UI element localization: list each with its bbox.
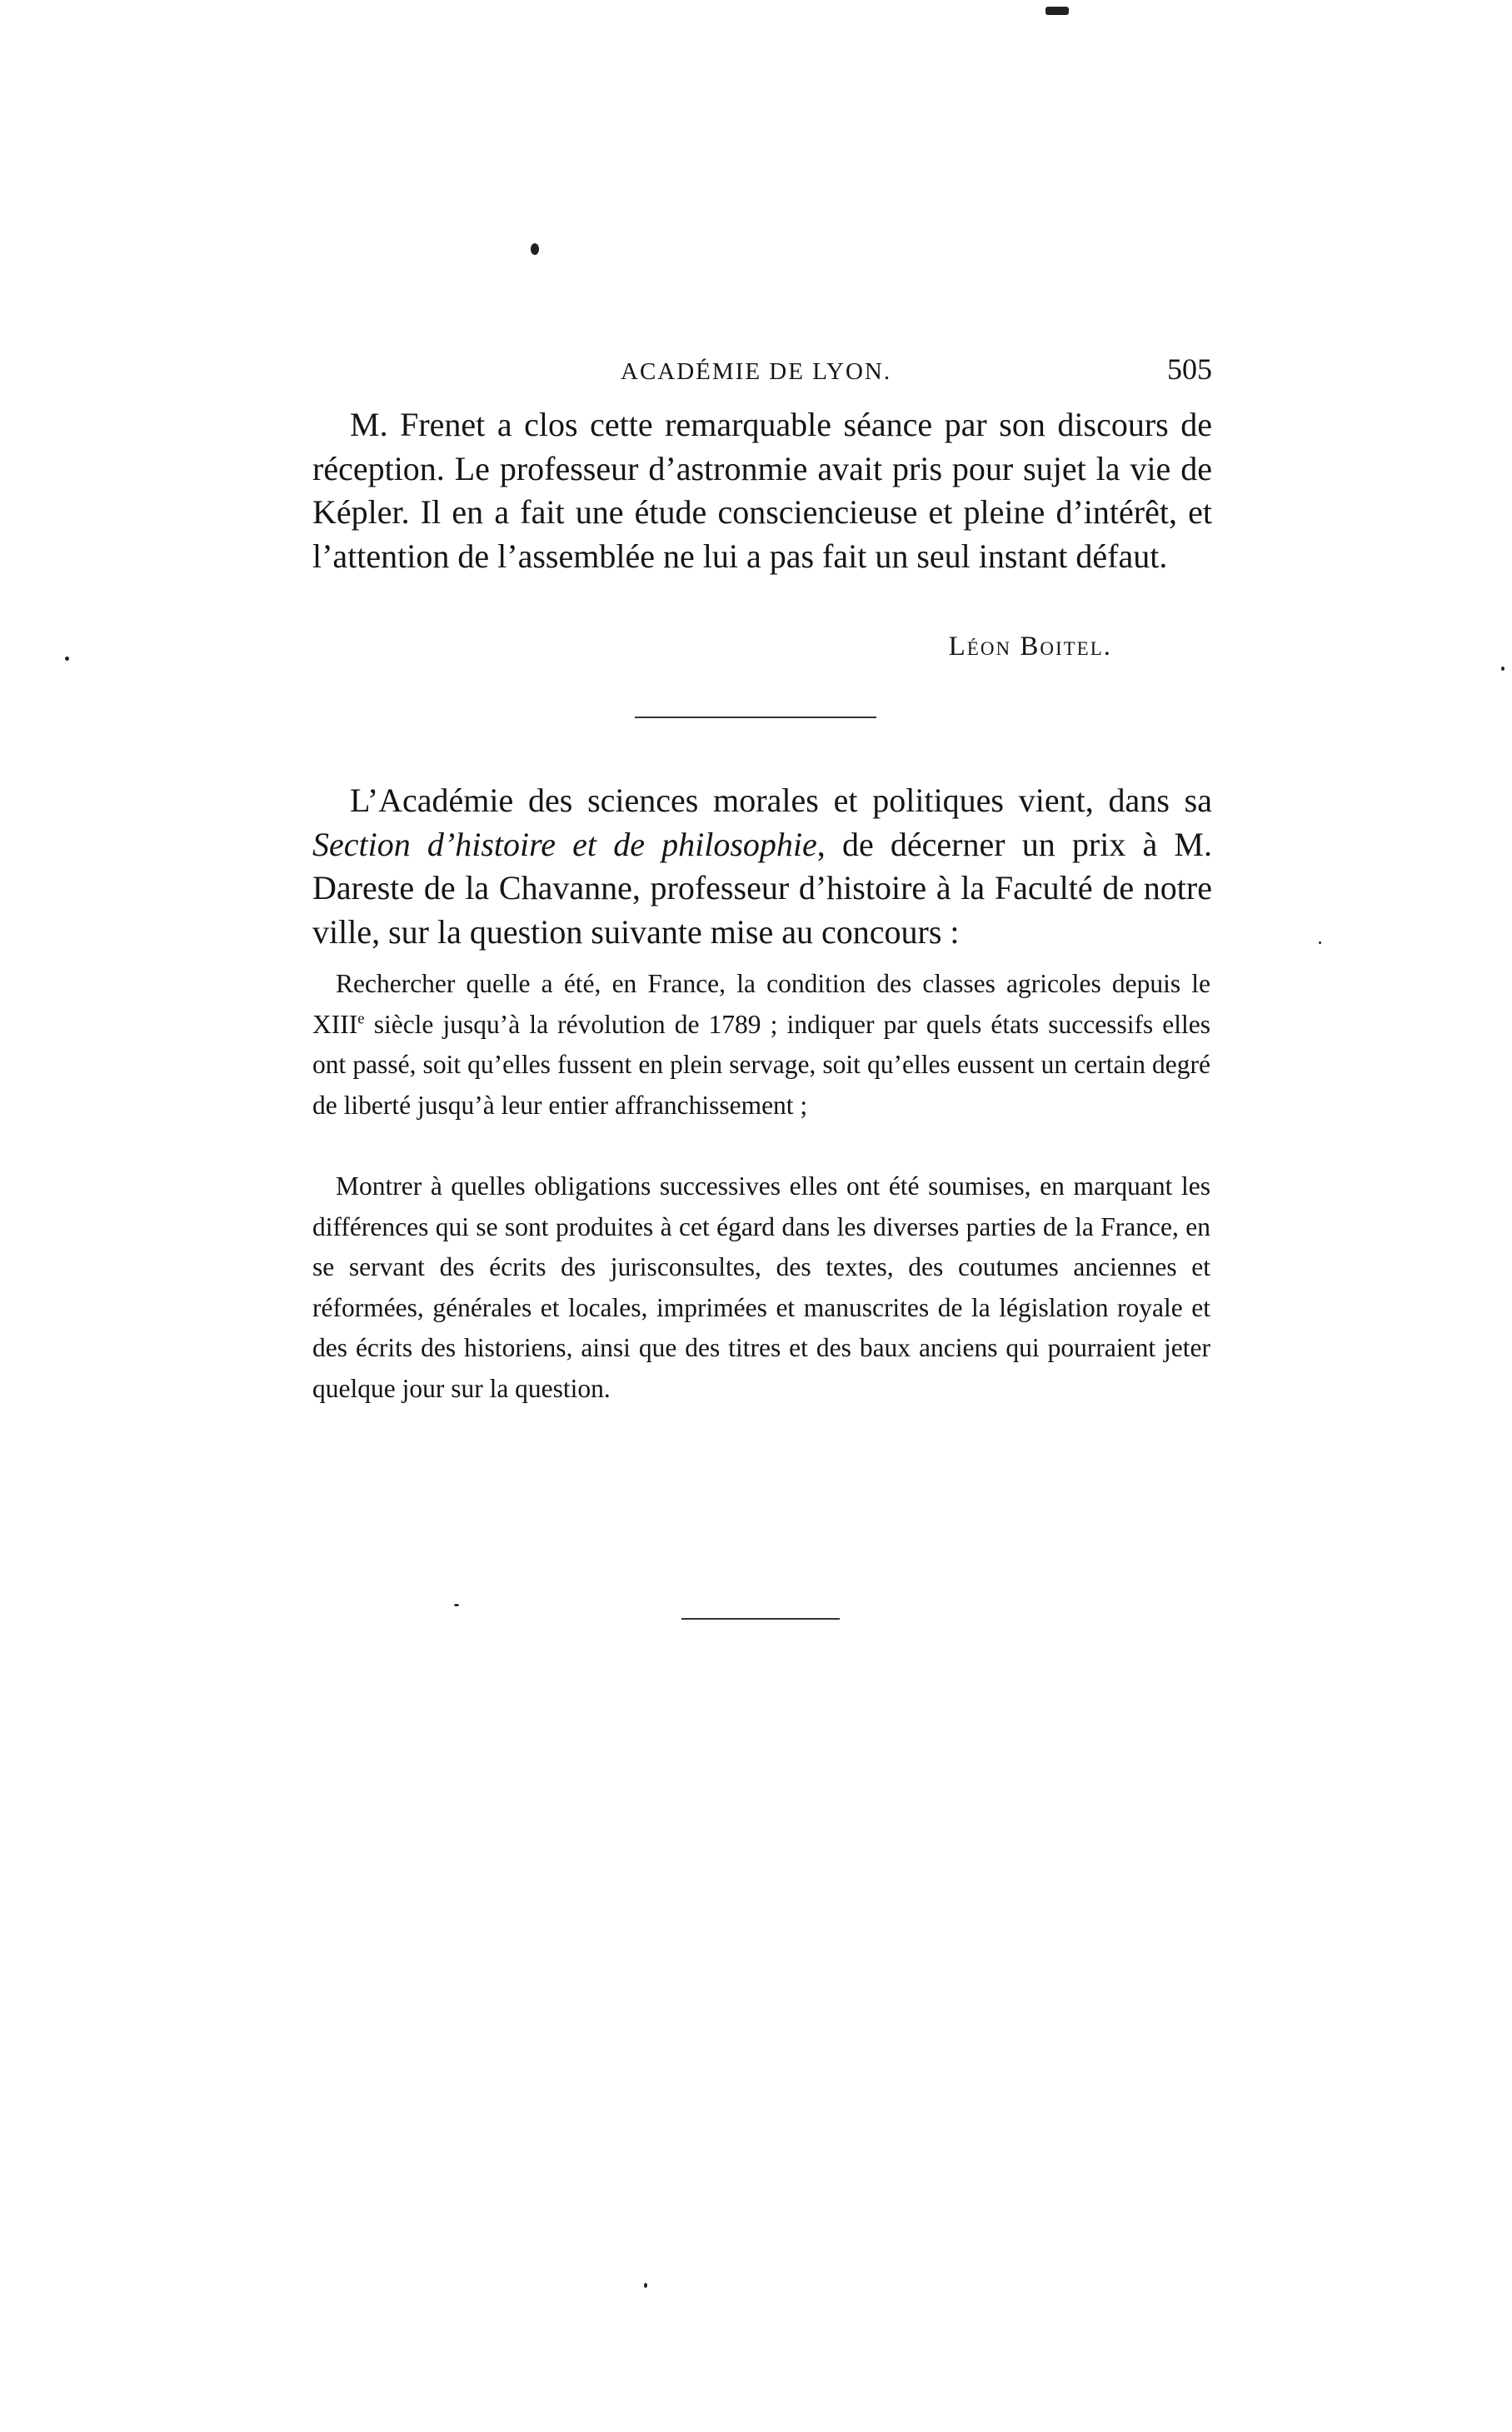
scan-speck <box>65 657 69 661</box>
running-header <box>312 352 1212 402</box>
century-superscript: e <box>357 1010 365 1027</box>
announcement-text-after: , de décerner un prix à M. Dareste de la Chavanne, professeur d’histoire à la Faculté de notre ville, sur la question suivante mise au concours : <box>312 825 1212 951</box>
century-numeral: XIII <box>312 1009 358 1039</box>
scan-speck <box>1501 667 1505 671</box>
question-text-1-after: siècle jusqu’à la révolution de 1789 ; indiquer par quels états successifs elles ont passé, soit qu’elles fussent en plein servage, soit qu’elles eussent un certain degré de liberté jusqu’à leur entier affranchissement ; <box>312 1009 1211 1120</box>
signature: Léon Boitel. <box>948 632 1112 662</box>
question-text-1-before: Rechercher quelle a été, en France, la condition des classes agricoles depuis le <box>336 969 1210 998</box>
report-text: M. Frenet a clos cette remarquable séance par son discours de réception. Le professeur d’astronmie avait pris pour sujet la vie de Képler. Il en a fait une étude consciencieuse et pleine d’intérêt, et l’attention de l’assemblée ne lui a pas fait un seul instant défaut. <box>312 406 1212 575</box>
question-paragraph-2 <box>312 1166 1210 1409</box>
scan-speck <box>454 1604 459 1606</box>
scan-speck <box>531 243 539 255</box>
page-number: 505 <box>1167 352 1212 386</box>
scan-speck <box>644 2283 647 2288</box>
report-paragraph <box>312 403 1212 578</box>
question-text-2: Montrer à quelles obligations successives elles ont été soumises, en marquant les différences qui se sont produites à cet égard dans les diverses parties de la France, en se servant des écrits des jurisconsultes, des textes, des coutumes anciennes et réformées, générales et locales, imprimées et manuscrites de la législation royale et des écrits des historiens, ainsi que des titres et des baux anciens qui pourraient jeter quelque jour sur la question. <box>312 1171 1210 1403</box>
scan-speck <box>1045 7 1069 15</box>
announcement-italic-section: Section d’histoire et de philosophie <box>312 825 817 863</box>
end-divider <box>681 1618 840 1620</box>
announcement-paragraph <box>312 779 1212 954</box>
section-divider <box>635 717 876 718</box>
question-paragraph-1 <box>312 964 1210 1126</box>
running-title: ACADÉMIE DE LYON. <box>621 358 892 385</box>
scan-speck <box>1319 941 1321 944</box>
announcement-text-before: L’Académie des sciences morales et politiques vient, dans sa <box>350 782 1212 819</box>
